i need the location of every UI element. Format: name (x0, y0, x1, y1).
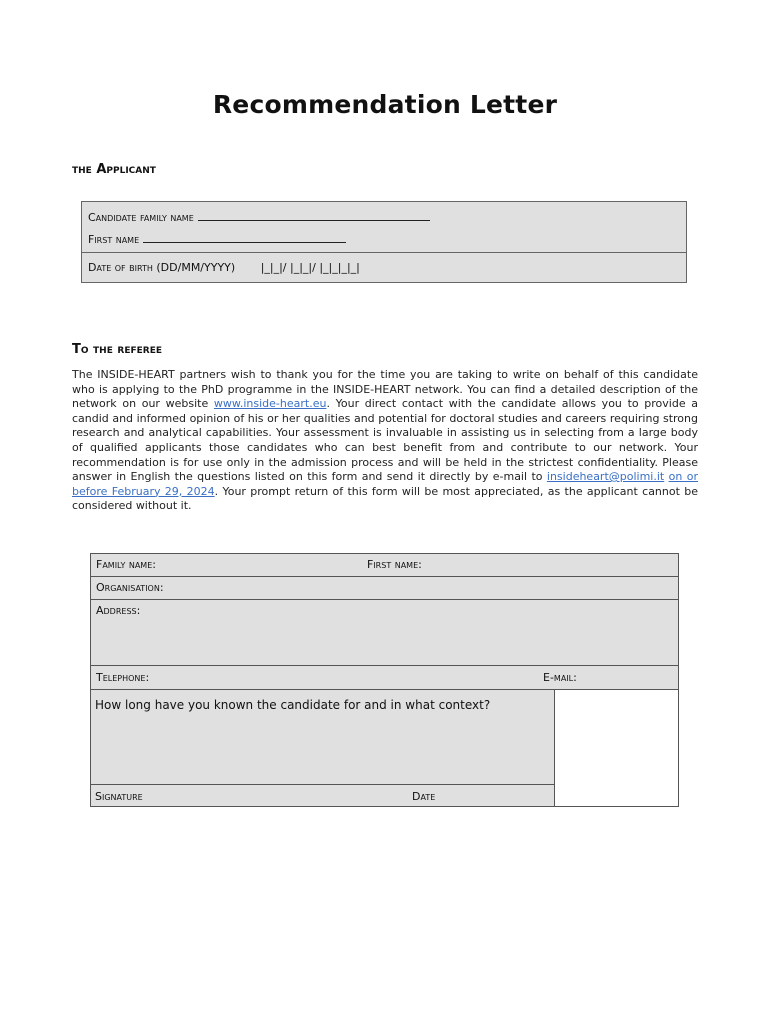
email-link[interactable]: insideheart@polimi.it (546, 470, 665, 484)
organisation-row[interactable] (91, 577, 678, 600)
dob-format: (DD/MM/YYYY) (156, 261, 236, 274)
family-name-row (91, 554, 678, 577)
date-field[interactable]: Date (412, 790, 436, 803)
candidate-family-name-field[interactable] (198, 210, 430, 221)
email-field[interactable]: E-mail: (543, 671, 577, 684)
organisation-label: Organisation: (96, 581, 164, 594)
question-row (91, 690, 678, 806)
dob-field[interactable]: |_|_|/ |_|_|/ |_|_|_|_| (260, 261, 360, 274)
family-name-field[interactable]: Family name: (96, 558, 156, 571)
para-part-3: . Your prompt return of this form will be most appreciated, as the applicant cannot be considered without it. (72, 484, 699, 513)
signature-row (91, 784, 554, 806)
referee-form (90, 553, 679, 807)
referee-instructions (72, 368, 698, 514)
applicant-box (81, 201, 687, 283)
address-row[interactable] (91, 600, 678, 666)
blank-cell (555, 690, 678, 806)
first-name-field[interactable] (143, 232, 346, 243)
para-part-2: . Your direct contact with the candidate allows you to provide a candid and informed opinion of his or her qualities and potential for doctoral studies and careers requiring strong research and analytical capabilities. Your assessment is invaluable in assisting us in selecting from a large body of qualified applicants those candidates who can best benefit from and contribute to our network. Your recommendation is for use only in the admission process and will be held in the strictest confidentiality. Please answer in English the questions listed on this form and send it directly by e-mail to (72, 397, 698, 484)
signature-field[interactable]: Signature (95, 790, 143, 803)
page-title: Recommendation Letter (212, 90, 558, 119)
para-part-1: The INSIDE-HEART partners wish to thank you for the time you are taking to write on behalf of this candidate who is applying to the PhD programme in the INSIDE-HEART network. You can find a detailed description of the network on our website (72, 368, 698, 411)
address-label: Address: (96, 604, 141, 617)
dob-label: Date of birth (88, 261, 153, 274)
candidate-family-name-label: Candidate family name (88, 211, 194, 224)
website-link[interactable]: www.inside-heart.eu (213, 397, 327, 411)
applicant-heading: the Applicant (72, 162, 156, 177)
telephone-row (91, 666, 678, 690)
referee-heading: To the referee (72, 342, 162, 357)
question-field[interactable]: How long have you known the candidate for and in what context? (95, 698, 491, 712)
telephone-field[interactable]: Telephone: (96, 671, 150, 684)
deadline-link[interactable]: on or before February 29, 2024 (72, 470, 698, 498)
first-name-label: First name (88, 233, 140, 246)
first-name-field[interactable]: First name: (367, 558, 422, 571)
